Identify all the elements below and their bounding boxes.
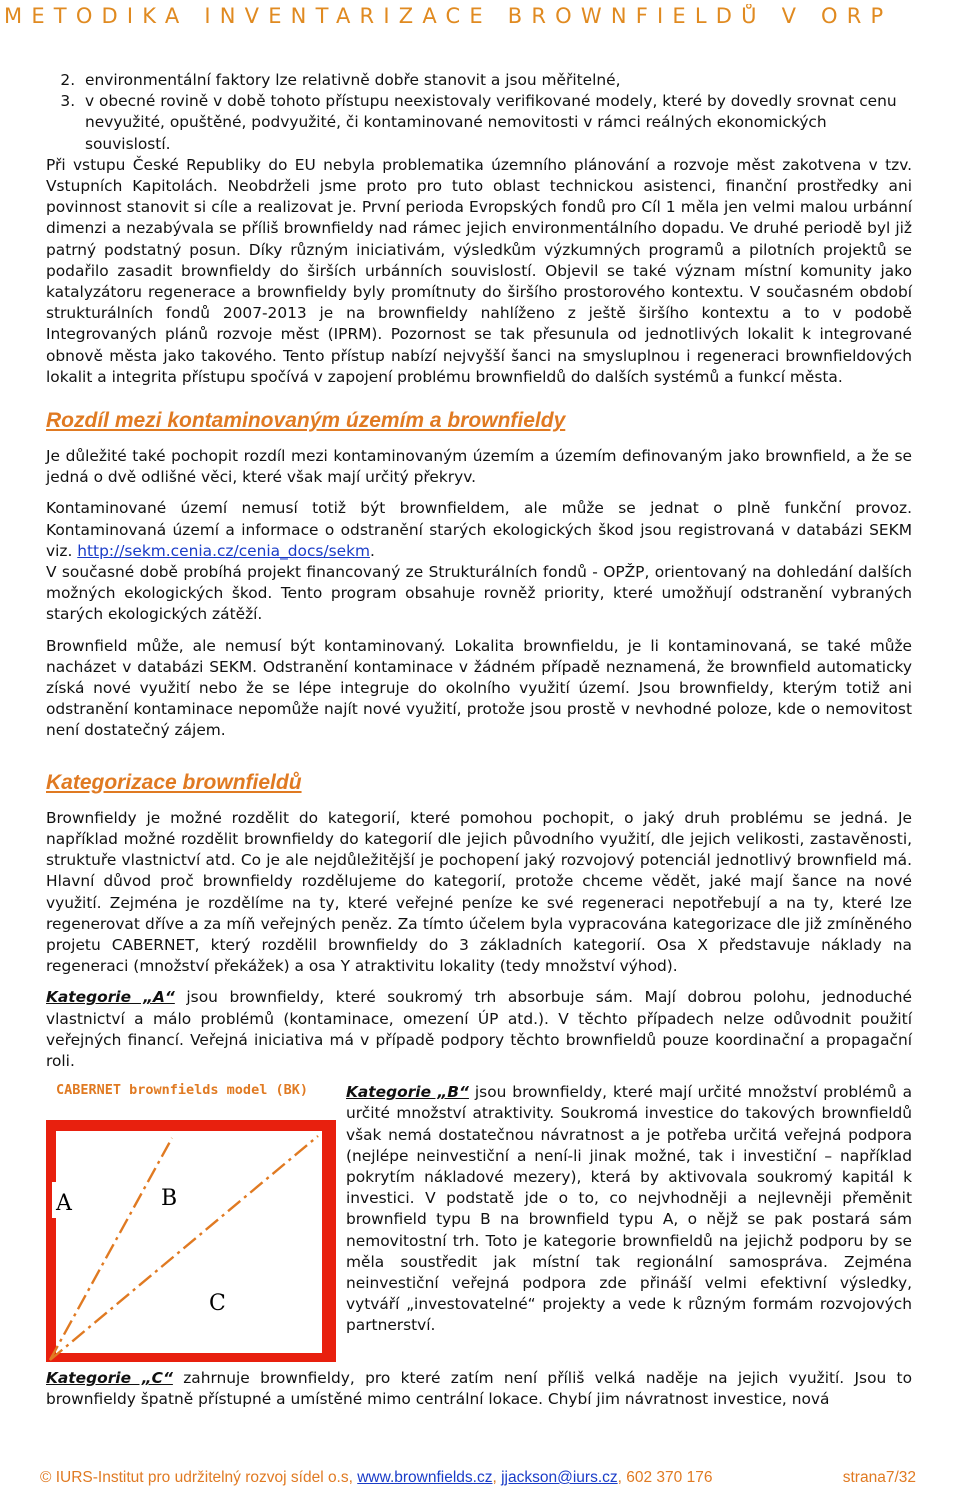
paragraph: V současné době probíhá projekt financovaný ze Strukturálních fondů - OPŽP, orientovaný na dohledání dalších možných ekologických škod. Tento program obsahuje rovněž priority, které umožňují odstranění vybraných starých ekologických zátěží.: [46, 563, 912, 624]
section-heading-categorization: Kategorizace brownfieldů: [46, 770, 302, 794]
document-footer: © IURS-Institut pro udržitelný rozvoj sídel o.s, www.brownfields.cz, jjackson@iurs.cz, 602 370 176 strana7/32: [40, 1469, 916, 1486]
section-heading-contamination: Rozdíl mezi kontaminovaným územím a brownfieldy: [46, 409, 566, 433]
list-item: 3. v obecné rovině v době tohoto přístupu neexistovaly verifikované modely, které by dovedly srovnat cenu nevyužité, opuštěné, podvyužité, či kontaminované nemovitosti v rámci reálných ekonomických souvislostí.: [80, 91, 912, 155]
label-a: A: [56, 1191, 72, 1217]
model-inner-area: [56, 1131, 322, 1353]
paragraph: Brownfield může, ale nemusí být kontaminovaný. Lokalita brownfieldu, je li kontaminovaná, se také může nacházet v databázi SEKM. Odstranění kontaminace v žádném případě neznamená, že brownfield automaticky získá nové využití nebo že se lépe integruje do okolního využití území. Jsou brownfieldy, kterým totiž ani odstranění kontaminace nepomůže najít nové využití, protože jsou prostě v nevhodné poloze, kde o nemovitost není dostatečný zájem.: [46, 636, 912, 740]
category-b-paragraph: Kategorie „B“ jsou brownfieldy, které mají určité množství problémů a určité množství atraktivity. Soukromá investice do takových brownfieldů však nemá dostatečnou návratnost a je potřeba určitá veřejná podpora (nejlépe neinvestiční a není-li jinak možné, tak i investiční – například pokrytím nákladové mezery), která by aktivovala soukromý kapitál k investici. V podstatě jde o to, co nejvhodněji a nejlevněji přeměnit brownfield typu B na brownfield typu A, o nějž se pak postará sám nemovitostní trh. Toto je kategorie brownfieldů na jejichž podporu by se měla soustředit jak místní tak regionální samospráva. Zejména neinvestiční veřejná podpora zde přináší velmi efektivní výsledky, vytváří „investovatelné“ projekty a vede k různým formám rozvojových partnerství.: [346, 1083, 912, 1335]
list-item: 2. environmentální faktory lze relativně dobře stanovit a jsou měřitelné,: [80, 70, 912, 91]
document-header: METODIKA INVENTARIZACE BROWNFIELDŮ V ORP: [4, 4, 893, 28]
category-a-paragraph: Kategorie „A“ jsou brownfieldy, které soukromý trh absorbuje sám. Mají dobrou polohu, jednoduché vlastnictví a málo problémů (kontaminace, omezení ÚP atd.). V těchto případech nelze odůvodnit použití veřejných financí. Veřejná iniciativa má v případě podpory těchto brownfieldů pouze koordinační a propagační roli.: [46, 988, 912, 1070]
email-link[interactable]: jjackson@iurs.cz: [501, 1469, 618, 1486]
document-body: [46, 70, 912, 1411]
category-a-label: Kategorie „A“: [46, 988, 175, 1007]
website-link[interactable]: www.brownfields.cz: [357, 1469, 493, 1486]
diagram-title: CABERNET brownfields model (BK): [56, 1082, 308, 1099]
paragraph-sekm: Kontaminované území nemusí totiž být brownfieldem, ale může se jednat o plně funkční provoz. Kontaminovaná území a informace o odstranění starých ekologických škod jsou registrovaná v databázi SEKM viz. http://sekm.cenia.cz/cenia_docs/sekm.: [46, 499, 912, 560]
paragraph: Brownfieldy je možné rozdělit do kategorií, které pomohou pochopit, o jaký druh problému se jedná. Je například možné rozdělit brownfieldy do kategorií dle jejich původního využití, dle jejich velikosti, zastavěnosti, struktuře vlastnictví atd. Co je ale nejdůležitější je pochopení jaký rozvojový potenciál jednotlivý brownfield má. Hlavní důvod proč brownfieldy rozdělujeme do kategorií, protože chceme vědět, jaké mají šance na nové využití. Zejména je rozdělíme na ty, které veřejné peníze ke své regeneraci nepotřebují a na ty, které lze regenerovat dříve a za míň veřejných peněz. Za tímto účelem byla vypracována kategorizace dle již zmíněného projetu CABERNET, který rozdělil brownfieldy do 3 základních kategorií. Osa X představuje náklady na regeneraci (množství překážek) a osa Y atraktivitu lokality (tedy množství výhod).: [46, 808, 912, 976]
page-number: strana7/32: [842, 1469, 916, 1486]
paragraph: Je důležité také pochopit rozdíl mezi kontaminovaným územím a územím definovaným jako brownfield, a že se jedná o dvě odlišné věci, které však mají určitý překryv.: [46, 447, 912, 487]
criteria-list: [46, 70, 912, 155]
sekm-link[interactable]: http://sekm.cenia.cz/cenia_docs/sekm: [77, 541, 371, 560]
category-b-label: Kategorie „B“: [346, 1083, 469, 1102]
label-b: B: [161, 1186, 178, 1212]
cabernet-model-svg: [46, 1078, 336, 1368]
cabernet-model-diagram: [46, 1078, 336, 1368]
category-c-label: Kategorie „C“: [46, 1369, 173, 1388]
intro-paragraph: Při vstupu České Republiky do EU nebyla problematika územního plánování a rozvoje měst zakotvena v tzv. Vstupních Kapitolách. Neobdrželi jsme proto pro tuto oblast technickou asistenci, finanční prostředky ani povinnost stanovit si cíle a realizovat je. První perioda Evropských fondů pro Cíl 1 měla jen velmi malou urbánní dimenzi a nezabývala se příliš brownfieldy nad rámec jejich environmentálního dopadu. Ve druhé periodě byl již patrný podstatný posun. Díky různým iniciativám, výsledkům výzkumných programů a pilotních projektů se podařilo zasadit brownfieldy do širších urbánních souvislostí. Objevil se také význam místní komunity jako katalyzátoru regenerace a brownfieldy byly promítnuty do širšího prostorového kontextu. V současném období strukturálních fondů 2007-2013 je na brownfieldy nahlíženo z ještě širšího kontextu a to v podobě Integrovaných plánů rozvoje měst (IPRM). Pozornost se tak přesunula od jednotlivých lokalit k integrované obnově města jako takového. Tento přístup nabízí nejvyšší šanci na smysluplnou i regeneraci brownfieldových lokalit a integrita přístupu spočívá v zapojení problému brownfieldů do dalších systémů a funkcí města.: [46, 155, 912, 386]
label-c: C: [209, 1291, 226, 1317]
category-c-paragraph: Kategorie „C“ zahrnuje brownfieldy, pro které zatím není příliš velká naděje na jejich využití. Jsou to brownfieldy špatně přístupné a umístěné mimo centrální lokace. Chybí jim návratnost investice, nová: [46, 1369, 912, 1409]
